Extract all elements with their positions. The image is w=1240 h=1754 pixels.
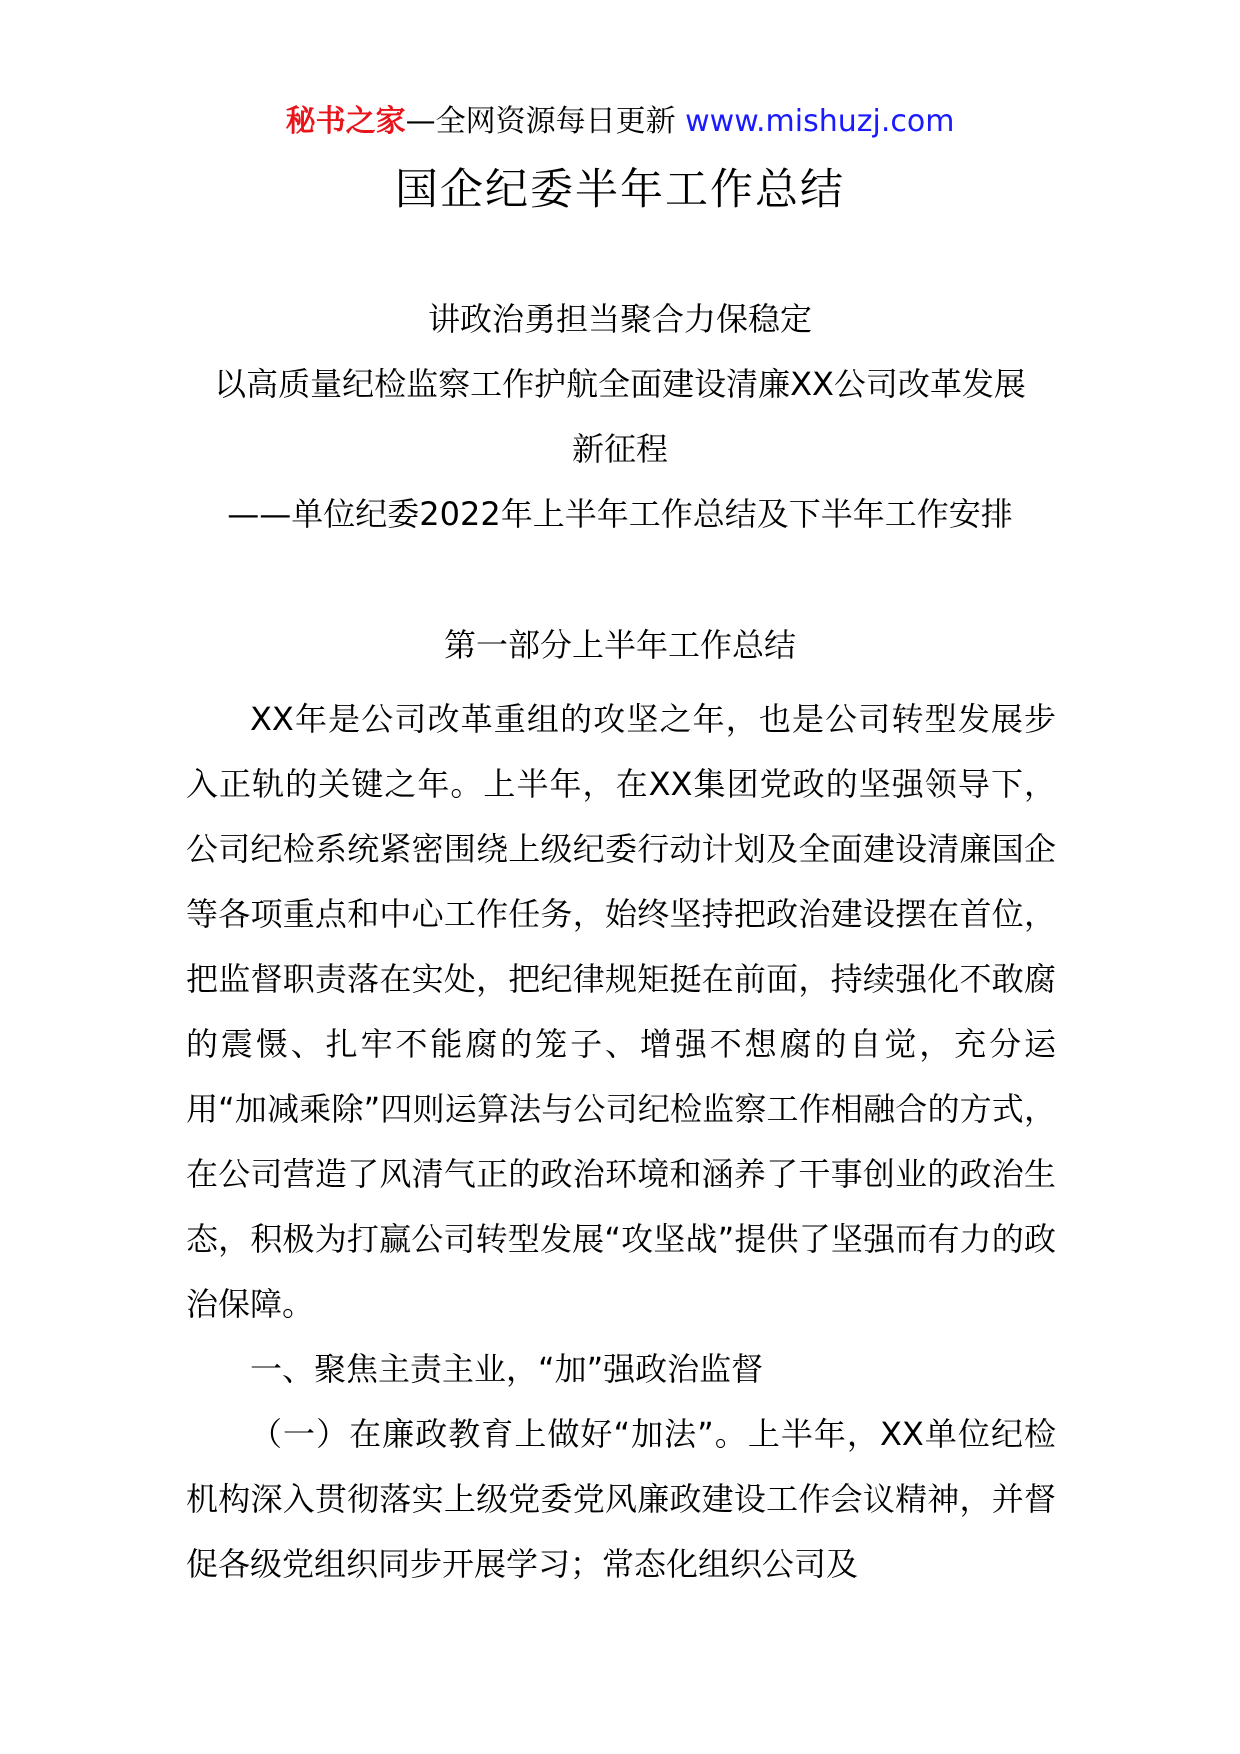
- document-title: 国企纪委半年工作总结: [395, 165, 845, 215]
- subtitle-line-4: ——单位纪委2022年上半年工作总结及下半年工作安排: [227, 495, 1013, 533]
- intro-paragraph: XX年是公司改革重组的攻坚之年，也是公司转型发展步入正轨的关键之年。上半年，在XX集团党政的坚强领导下，公司纪检系统紧密围绕上级纪委行动计划及全面建设清廉国企等各项重点和中心工作任务，始终坚持把政治建设摆在首位，把监督职责落在实处，把纪律规矩挺在前面，持续强化不敢腐的震慑、扎牢不能腐的笼子、增强不想腐的自觉，充分运用“加减乘除”四则运算法与公司纪检监察工作相融合的方式，在公司营造了风清气正的政治环境和涵养了干事创业的政治生态，积极为打赢公司转型发展“攻坚战”提供了坚强而有力的政治保障。: [186, 700, 1056, 1323]
- subtitle-line-3: 新征程: [571, 430, 668, 468]
- section-paragraph: （一）在廉政教育上做好“加法”。上半年，XX单位纪检机构深入贯彻落实上级党委党风廉政建设工作会议精神，并督促各级党组织同步开展学习；常态化组织公司及: [186, 1415, 1056, 1583]
- section-heading: 一、聚焦主责主业，“加”强政治监督: [250, 1350, 764, 1388]
- subtitle-line-1: 讲政治勇担当聚合力保稳定: [427, 300, 812, 338]
- site-banner: [0, 100, 1240, 144]
- banner-url-link[interactable]: www.mishuzj.com: [685, 104, 955, 139]
- banner-brand: 秘书之家: [285, 104, 406, 139]
- banner-slogan: —全网资源每日更新: [405, 104, 676, 139]
- part-heading: 第一部分上半年工作总结: [443, 626, 796, 664]
- subtitle-line-2: 以高质量纪检监察工作护航全面建设清廉XX公司改革发展: [214, 365, 1026, 403]
